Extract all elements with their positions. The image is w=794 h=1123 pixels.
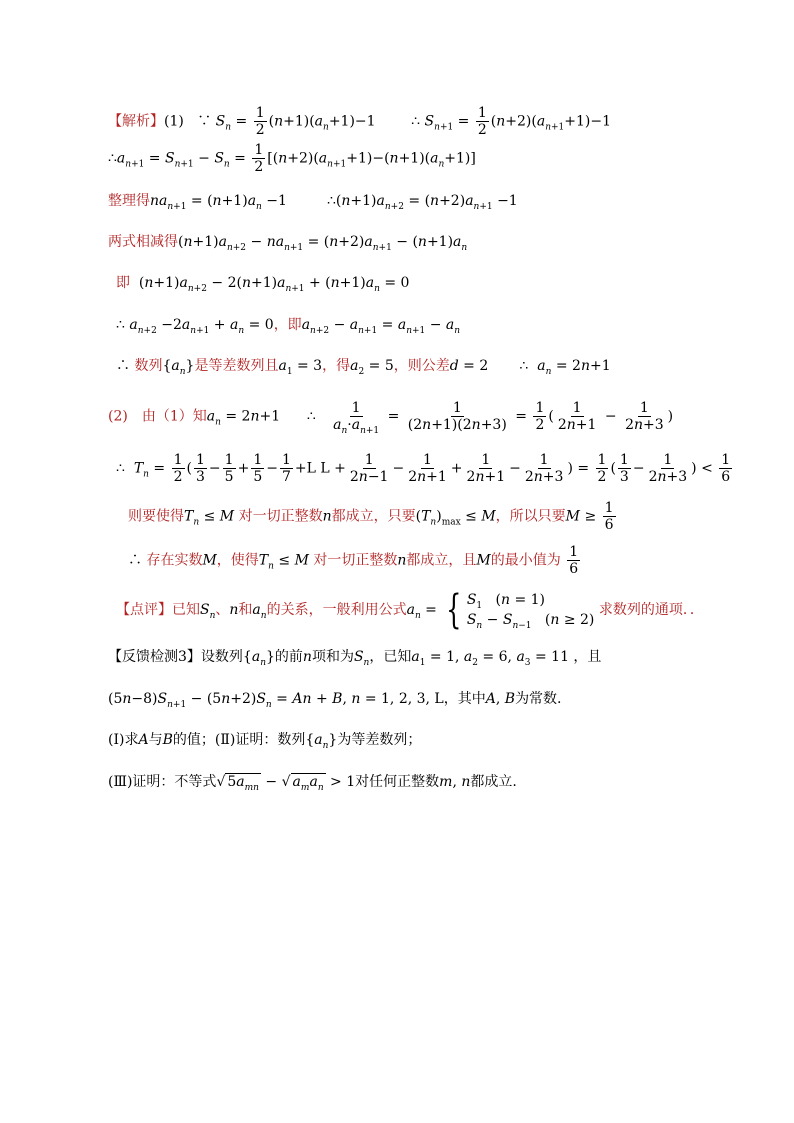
analysis-line-4: 两式相减得$(n+1)a_{n+2} - na_{n+1} = (n+2)a_{n+1} - (n+1)a_n$: [108, 234, 468, 253]
analysis-line-1: 【解析】(1) ∵ $S_n$ = $\frac{1}{2}$ $(n+1)(a_n+1)-1$ ∴ $S_{n+1}$ = $\frac{1}{2}$ $(n+2)(a_{n+1}+1)-1$: [108, 105, 612, 138]
analysis-line-7: ∴ 数列$\{a_n\}$是等差数列且$a_1 = 3$，得$a_2 = 5$，则公差d = 2 ∴ $a_n = 2n+1$: [116, 358, 611, 377]
feedback-line-1: 【反馈检测3】设数列$\{a_n\}$的前n项和为$S_n$，已知$a_1 = 1$, $a_2 = 6$, $a_3 = 11$ ，且: [108, 649, 602, 668]
analysis-line-9: ∴ $T_n$ = $\frac{1}{2}$ ( $\frac{1}{3}$ − $\frac{1}{5}$ + $\frac{1}{5}$ − $\frac{1}{7}$ +L L + $\frac{1}{2n-1}$ − $\frac{1}{2n+1}$ + $\frac{1}{2n+1}$ − $\frac{1}{2n+3}$ ) = $\frac{1}{2}$ ( $\frac{1}{3}$ − $\frac{1}{2n+3}$ ) < $\frac{1}{6}$: [116, 452, 731, 485]
feedback-line-3: (Ⅰ)求A与B的值；(Ⅱ)证明：数列$\{a_n\}$为等差数列；: [108, 732, 422, 751]
feedback-line-2: $(5n-8)S_{n+1} - (5n+2)S_n = An + B$, n = 1, 2, 3, L，其中A, B为常数.: [108, 691, 562, 710]
analysis-line-10: 则要使得$T_n \le M$ 对一切正整数n都成立，只要$(T_n)_{max} \le M$，所以只要M ≥ $\frac{1}{6}$: [128, 500, 614, 533]
feedback-tag: 【反馈检测3】: [108, 649, 201, 665]
comment-tag: 【点评】: [116, 602, 172, 618]
part1-label: (1): [164, 113, 184, 130]
analysis-line-3: 整理得$na_{n+1} = (n+1)a_n -1$ $\therefore(n+1)a_{n+2} = (n+2)a_{n+1} -1$: [108, 193, 518, 212]
analysis-line-2: $\therefore a_{n+1} = S_{n+1} - S_n$ = $\frac{1}{2}$ $[(n+2)(a_{n+1}+1)-(n+1)(a_n+1)]$: [108, 142, 476, 175]
analysis-line-8: (2) 由（1）知$a_n = 2n+1$ ∴ $\frac{1}{a_n\cdot a_{n+1}}$ = $\frac{1}{(2n+1)(2n+3)}$ = $\frac{1}{2}$ ( $\frac{1}{2n+1}$ − $\frac{1}{2n+3}$ ): [108, 400, 674, 436]
analysis-tag: 【解析】: [108, 113, 164, 130]
fraction: $\frac{1}{2}$: [255, 105, 265, 138]
analysis-line-5: 即 $(n+1)a_{n+2} - 2(n+1)a_{n+1} + (n+1)a_n = 0$: [116, 275, 410, 294]
analysis-line-11: ∴ 存在实数M，使得$T_n \le M$ 对一切正整数n都成立，且M的最小值为 $\frac{1}{6}$: [128, 544, 579, 577]
comment-line: 【点评】已知$S_n$、n和$a_n$的关系，一般利用公式$a_n$ = { $S_1$ (n = 1) $S_n - S_{n-1}$ (n ≥ 2) 求数列的通项．．: [116, 587, 704, 633]
feedback-line-4: (Ⅲ)证明：不等式√ $5a_{mn}$ − √ $a_ma_n > 1$对任何正整数m, n都成立.: [108, 774, 517, 793]
analysis-line-6: ∴ $a_{n+2} -2a_{n+1} + a_n = 0$，即$a_{n+2} - a_{n+1} = a_{n+1} - a_n$: [116, 317, 461, 336]
